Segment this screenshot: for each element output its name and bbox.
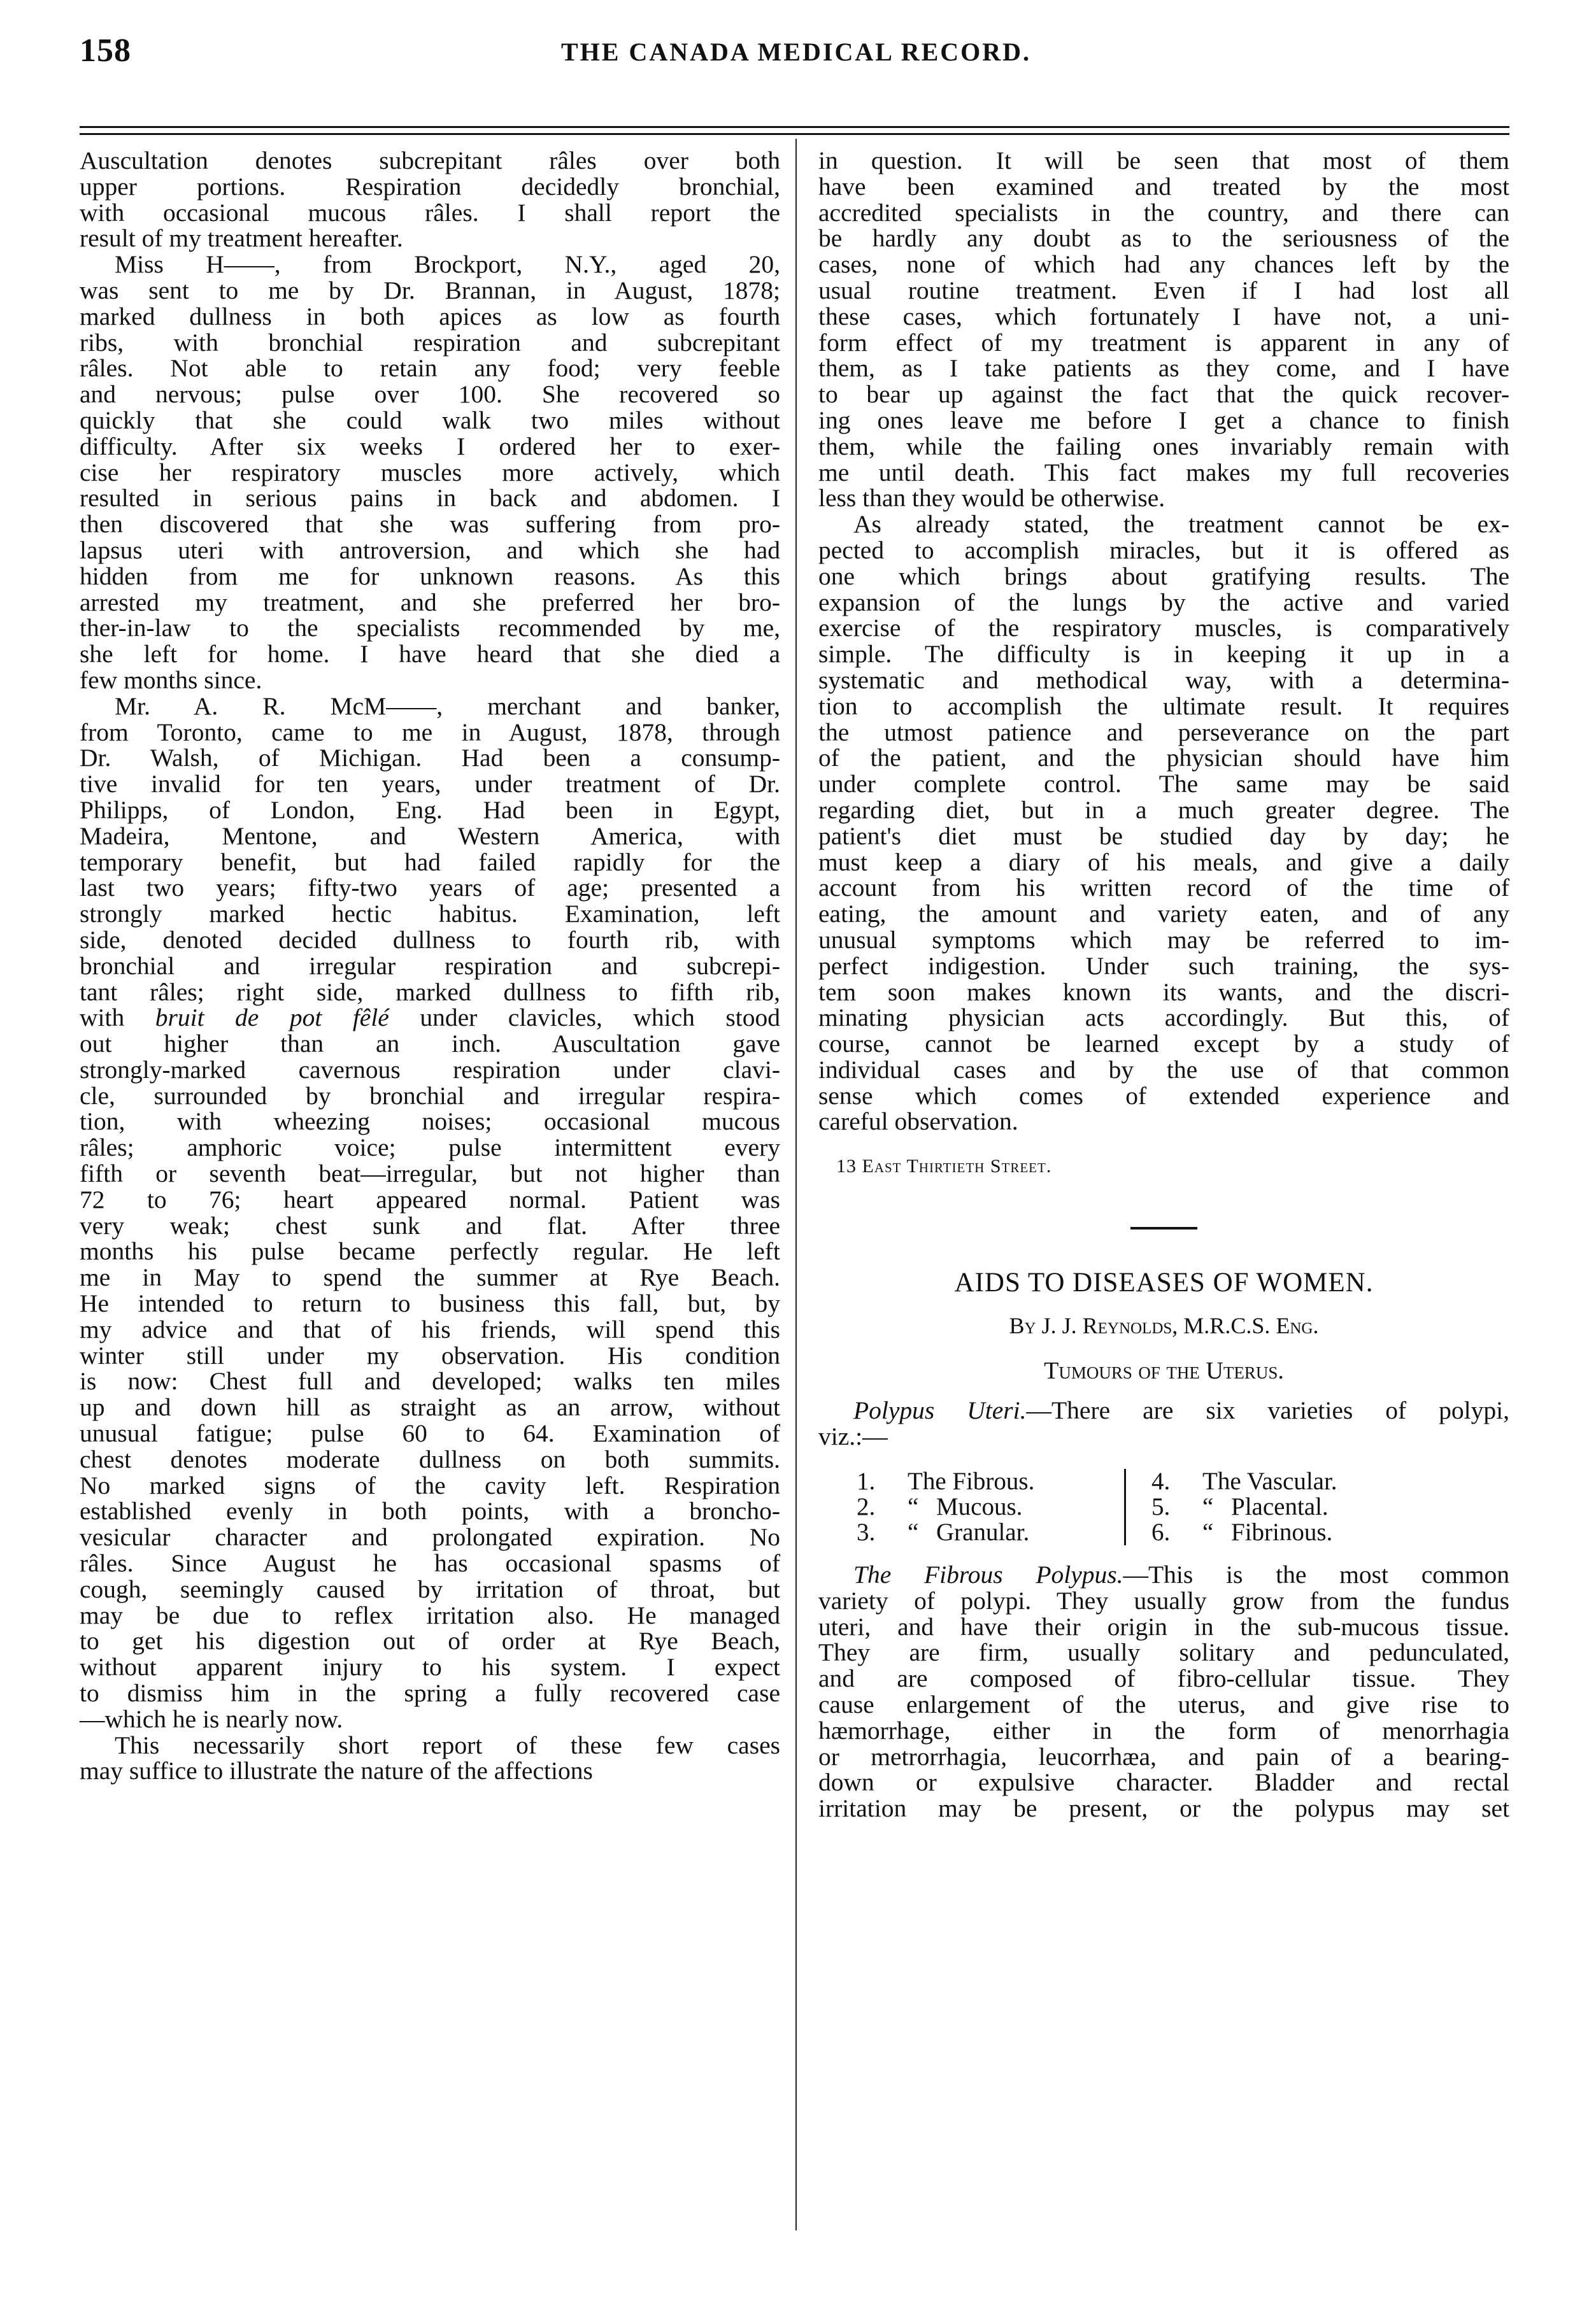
fibrous-polypus-paragraph bbox=[818, 1562, 1509, 1822]
text-line: my advice and that of his friends, will spend this bbox=[80, 1315, 780, 1343]
text-line: one which brings about gratifying results. The bbox=[818, 562, 1509, 590]
text-line: minating physician acts accordingly. But this, of bbox=[818, 1003, 1509, 1032]
text-line: side, denoted decided dullness to fourth rib, with bbox=[80, 925, 780, 954]
variety-name: Mucous. bbox=[936, 1493, 1023, 1521]
text-line: No marked signs of the cavity left. Respiration bbox=[80, 1471, 780, 1499]
text-line: râles; amphoric voice; pulse intermittent every bbox=[80, 1133, 780, 1162]
text-line: chest denotes moderate dullness on both summits. bbox=[80, 1445, 780, 1473]
paragraph bbox=[80, 693, 780, 1732]
text-line: or metrorrhagia, leucorrhæa, and pain of a bearing- bbox=[818, 1742, 1509, 1771]
variety-name: The Fibrous. bbox=[908, 1468, 1035, 1496]
text-line: and are composed of fibro-cellular tissue. They bbox=[818, 1664, 1509, 1693]
variety-row bbox=[857, 1494, 1124, 1520]
paragraph bbox=[80, 148, 780, 252]
variety-row bbox=[857, 1520, 1124, 1545]
text-line: variety of polypi. They usually grow from the fundus bbox=[818, 1586, 1509, 1615]
text-line: with occasional mucous râles. I shall report the bbox=[80, 198, 780, 227]
text-line: may be due to reflex irritation also. He managed bbox=[80, 1601, 780, 1629]
text-line: cle, surrounded by bronchial and irregular respira- bbox=[80, 1081, 780, 1110]
text-line: arrested my treatment, and she preferred her bro- bbox=[80, 588, 780, 616]
text-line: few months since. bbox=[80, 665, 262, 694]
fibrous-polypus-term: The Fibrous Polypus. bbox=[853, 1561, 1123, 1589]
text-line: lapsus uteri with antroversion, and which she had bbox=[80, 535, 780, 564]
article-title: AIDS TO DISEASES OF WOMEN. bbox=[954, 1268, 1374, 1298]
text-line: As already stated, the treatment cannot be ex- bbox=[853, 510, 1509, 539]
text-line: under complete control. The same may be said bbox=[818, 770, 1509, 798]
page-number: 158 bbox=[80, 32, 131, 69]
text-line: of the patient, and the physician should have him bbox=[818, 744, 1509, 772]
author-address: 13 East Thirtieth Street. bbox=[836, 1156, 1052, 1177]
text-line: individual cases and by the use of that common bbox=[818, 1055, 1509, 1084]
text-line: tion, with wheezing noises; occasional mucous bbox=[80, 1107, 780, 1136]
text-line: Miss H——, from Brockport, N.Y., aged 20, bbox=[115, 250, 780, 279]
text-line: to dismiss him in the spring a fully recovered case bbox=[80, 1679, 780, 1708]
right-column-paragraphs bbox=[818, 148, 1509, 1135]
polypus-intro-line: Polypus Uteri.—There are six varieties of polypi, bbox=[853, 1396, 1510, 1425]
text-line: marked dullness in both apices as low as fourth bbox=[80, 302, 780, 330]
text-line: perfect indigestion. Under such training, the sys- bbox=[818, 951, 1509, 980]
text-line: vesicular character and prolongated expiration. No bbox=[80, 1523, 780, 1552]
text-line: Dr. Walsh, of Michigan. Had been a consump- bbox=[80, 744, 780, 772]
text-line: temporary benefit, but had failed rapidly for the bbox=[80, 847, 780, 876]
text-line: established evenly in both points, with a broncho- bbox=[80, 1497, 780, 1526]
text-line: hæmorrhage, either in the form of menorrhagia bbox=[818, 1716, 1509, 1745]
article-byline: By J. J. Reynolds, M.R.C.S. Eng. bbox=[1009, 1312, 1319, 1338]
paragraph bbox=[80, 252, 780, 693]
text-line: usual routine treatment. Even if I had lost all bbox=[818, 276, 1509, 304]
text-line: months his pulse became perfectly regular. He left bbox=[80, 1237, 780, 1266]
text-line: eating, the amount and variety eaten, and of any bbox=[818, 900, 1509, 928]
italic-term: bruit de pot fêlé bbox=[155, 1003, 389, 1032]
text-line: cases, none of which had any chances left by the bbox=[818, 250, 1509, 279]
varieties-left-column bbox=[857, 1469, 1124, 1545]
text-line: with bruit de pot fêlé under clavicles, which stood bbox=[80, 1003, 780, 1032]
text-line: cause enlargement of the uterus, and give rise to bbox=[818, 1690, 1509, 1719]
text-line: form effect of my treatment is apparent in any of bbox=[818, 328, 1509, 357]
header-double-rule bbox=[80, 126, 1509, 135]
text-line: less than they would be otherwise. bbox=[818, 484, 1165, 513]
polypus-intro-line: viz.:— bbox=[818, 1422, 888, 1451]
varieties-right-column bbox=[1124, 1469, 1419, 1545]
variety-row bbox=[1151, 1520, 1419, 1545]
text-line: then discovered that she was suffering from pro- bbox=[80, 510, 780, 539]
paragraph bbox=[818, 511, 1509, 1135]
text-line: ribs, with bronchial respiration and subcrepitant bbox=[80, 328, 780, 357]
variety-number: 3. bbox=[857, 1519, 876, 1547]
right-column bbox=[818, 148, 1509, 1822]
text-line: these cases, which fortunately I have not, a uni- bbox=[818, 302, 1509, 330]
text-line: to get his digestion out of order at Rye Beach, bbox=[80, 1627, 780, 1655]
text-line: bronchial and irregular respiration and subcrepi- bbox=[80, 951, 780, 980]
page-header bbox=[80, 32, 1513, 76]
text-line: unusual fatigue; pulse 60 to 64. Examination of bbox=[80, 1419, 780, 1448]
text-line: —which he is nearly now. bbox=[80, 1704, 343, 1733]
variety-number: 1. bbox=[857, 1468, 876, 1496]
text-line: patient's diet must be studied day by day; he bbox=[818, 821, 1509, 850]
text-line: 72 to 76; heart appeared normal. Patient was bbox=[80, 1185, 780, 1214]
text-line: regarding diet, but in a much greater degree. The bbox=[818, 795, 1509, 824]
text-line: sense which comes of extended experience and bbox=[818, 1081, 1509, 1110]
text-line: account from his written record of the time of bbox=[818, 874, 1509, 902]
text-line: râles. Since August he has occasional spasms of bbox=[80, 1549, 780, 1578]
text-line: may suffice to illustrate the nature of the affections bbox=[80, 1757, 593, 1785]
polypus-intro bbox=[818, 1398, 1509, 1450]
text-line: last two years; fifty-two years of age; presented a bbox=[80, 874, 780, 902]
text-line: me until death. This fact makes my full recoveries bbox=[818, 458, 1509, 486]
text-line: out higher than an inch. Auscultation gave bbox=[80, 1030, 780, 1058]
text-line: tion to accomplish the ultimate result. It requires bbox=[818, 691, 1509, 720]
text-line: He intended to return to business this fall, but, by bbox=[80, 1289, 780, 1318]
text-line: They are firm, usually solitary and pedunculated, bbox=[818, 1638, 1509, 1667]
text-line: upper portions. Respiration decidedly bronchial, bbox=[80, 172, 780, 201]
text-line: Auscultation denotes subcrepitant râles over both bbox=[80, 146, 780, 174]
text-line: up and down hill as straight as an arrow, without bbox=[80, 1393, 780, 1422]
text-line: unusual symptoms which may be referred to im- bbox=[818, 925, 1509, 954]
text-line: the utmost patience and perseverance on the part bbox=[818, 718, 1509, 746]
text-line: careful observation. bbox=[818, 1107, 1018, 1136]
text-line: Philipps, of London, Eng. Had been in Egypt, bbox=[80, 795, 780, 824]
text-line: and nervous; pulse over 100. She recovered so bbox=[80, 380, 780, 409]
article-subheading: Tumours of the Uterus. bbox=[1044, 1357, 1284, 1384]
text-line: This necessarily short report of these few cases bbox=[115, 1731, 780, 1759]
text-line: to bear up against the fact that the quick recover- bbox=[818, 380, 1509, 409]
text-line: irritation may be present, or the polypus may set bbox=[818, 1794, 1509, 1823]
fibrous-line: The Fibrous Polypus.—This is the most common bbox=[853, 1561, 1509, 1589]
paragraph bbox=[80, 1732, 780, 1785]
text-line: quickly that she could walk two miles without bbox=[80, 406, 780, 434]
text-line: tem soon makes known its wants, and the discri- bbox=[818, 977, 1509, 1006]
variety-row bbox=[857, 1469, 1124, 1494]
text-line: very weak; chest sunk and flat. After three bbox=[80, 1211, 780, 1240]
ditto-mark: “ bbox=[908, 1519, 919, 1547]
variety-name: Granular. bbox=[936, 1519, 1030, 1547]
polypus-uteri-term: Polypus Uteri. bbox=[853, 1396, 1027, 1425]
text-line: me in May to spend the summer at Rye Beach. bbox=[80, 1263, 780, 1292]
text-line: ing ones leave me before I get a chance to finish bbox=[818, 406, 1509, 434]
text-line: cough, seemingly caused by irritation of throat, but bbox=[80, 1575, 780, 1603]
text-line: cise her respiratory muscles more actively, which bbox=[80, 458, 780, 486]
text-line: râles. Not able to retain any food; very feeble bbox=[80, 354, 780, 383]
text-line: fifth or seventh beat—irregular, but not higher than bbox=[80, 1159, 780, 1188]
text-line: difficulty. After six weeks I ordered her to exer- bbox=[80, 432, 780, 460]
ditto-mark: “ bbox=[1202, 1519, 1214, 1547]
variety-number: 5. bbox=[1151, 1493, 1171, 1521]
text-line: without apparent injury to his system. I expect bbox=[80, 1653, 780, 1682]
left-column bbox=[80, 148, 780, 1784]
text-line: expansion of the lungs by the active and varied bbox=[818, 588, 1509, 616]
text-line: strongly-marked cavernous respiration under clavi- bbox=[80, 1055, 780, 1084]
text-line: ther-in-law to the specialists recommended by me, bbox=[80, 614, 780, 642]
text-line: result of my treatment hereafter. bbox=[80, 224, 403, 253]
text-line: she left for home. I have heard that she died a bbox=[80, 640, 780, 669]
text-line: hidden from me for unknown reasons. As this bbox=[80, 562, 780, 590]
text-line: in question. It will be seen that most of them bbox=[818, 146, 1509, 174]
text-line: winter still under my observation. His condition bbox=[80, 1341, 780, 1370]
journal-title: THE CANADA MEDICAL RECORD. bbox=[560, 38, 1032, 66]
text-line: tant râles; right side, marked dullness to fifth rib, bbox=[80, 977, 780, 1006]
text-line: accredited specialists in the country, and there can bbox=[818, 198, 1509, 227]
text-line: have been examined and treated by the most bbox=[818, 172, 1509, 201]
variety-number: 2. bbox=[857, 1493, 876, 1521]
ditto-mark: “ bbox=[908, 1493, 919, 1521]
text-line: course, cannot be learned except by a study of bbox=[818, 1030, 1509, 1058]
text-line: was sent to me by Dr. Brannan, in August, 1878; bbox=[80, 276, 780, 304]
text-line: pected to accomplish miracles, but it is offered as bbox=[818, 535, 1509, 564]
paragraph bbox=[818, 148, 1509, 511]
text-line: simple. The difficulty is in keeping it up in a bbox=[818, 640, 1509, 669]
text-line: from Toronto, came to me in August, 1878, through bbox=[80, 718, 780, 746]
section-separator-rule bbox=[1130, 1227, 1197, 1229]
variety-row bbox=[1151, 1469, 1419, 1494]
text-line: tive invalid for ten years, under treatment of Dr. bbox=[80, 770, 780, 798]
variety-name: The Vascular. bbox=[1202, 1468, 1337, 1496]
text-line: systematic and methodical way, with a determina- bbox=[818, 665, 1509, 694]
variety-number: 4. bbox=[1151, 1468, 1171, 1496]
text-line: Madeira, Mentone, and Western America, with bbox=[80, 821, 780, 850]
text-line: exercise of the respiratory muscles, is comparatively bbox=[818, 614, 1509, 642]
text-line: be hardly any doubt as to the seriousness of the bbox=[818, 224, 1509, 253]
text-line: Mr. A. R. McM——, merchant and banker, bbox=[115, 691, 780, 720]
variety-number: 6. bbox=[1151, 1519, 1171, 1547]
text-line: must keep a diary of his meals, and give a daily bbox=[818, 847, 1509, 876]
text-line: them, while the failing ones invariably remain with bbox=[818, 432, 1509, 460]
variety-name: Placental. bbox=[1231, 1493, 1329, 1521]
text-line: down or expulsive character. Bladder and rectal bbox=[818, 1768, 1509, 1797]
column-divider bbox=[795, 139, 797, 2230]
text-line: resulted in serious pains in back and abdomen. I bbox=[80, 484, 780, 513]
polyp-varieties-table bbox=[857, 1469, 1468, 1545]
text-line: them, as I take patients as they come, and I have bbox=[818, 354, 1509, 383]
text-line: strongly marked hectic habitus. Examination, left bbox=[80, 900, 780, 928]
text-line: uteri, and have their origin in the sub-mucous tissue. bbox=[818, 1612, 1509, 1641]
variety-row bbox=[1151, 1494, 1419, 1520]
text-line: is now: Chest full and developed; walks ten miles bbox=[80, 1367, 780, 1396]
variety-name: Fibrinous. bbox=[1231, 1519, 1333, 1547]
ditto-mark: “ bbox=[1202, 1493, 1214, 1521]
